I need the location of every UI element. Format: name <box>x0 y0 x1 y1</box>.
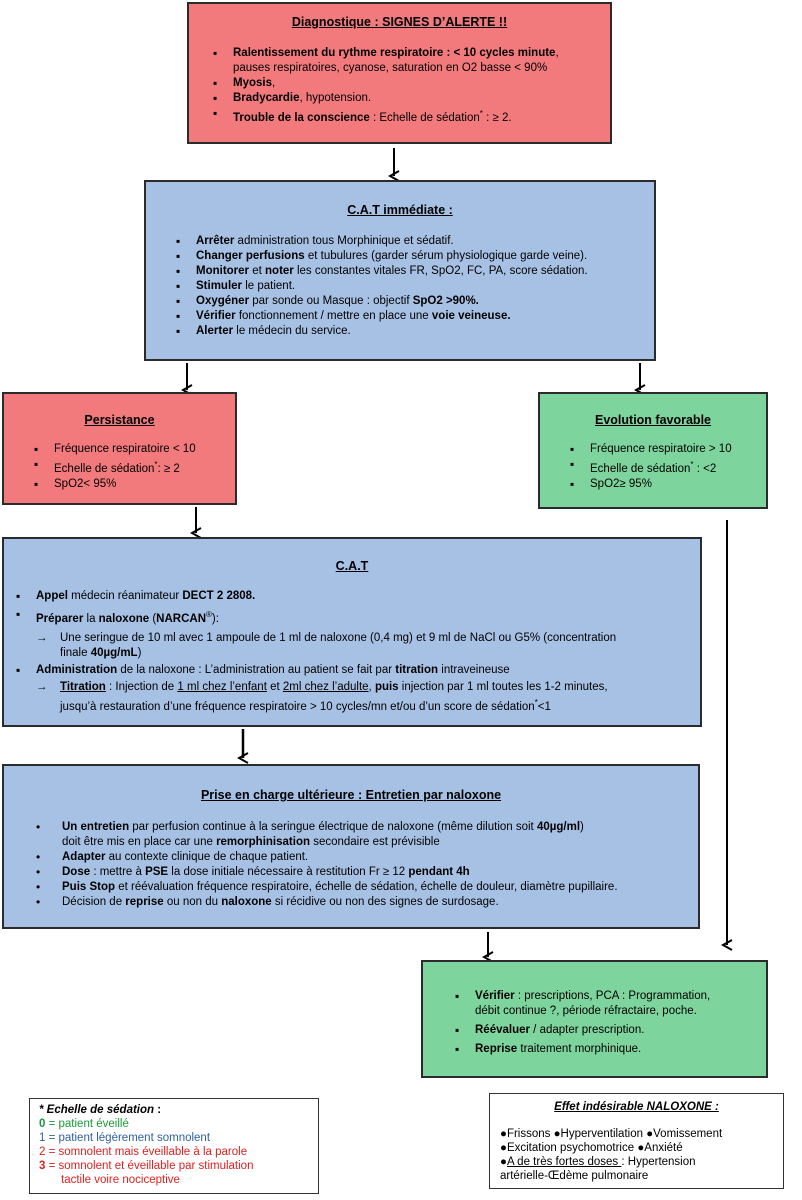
persistance-box <box>2 392 237 505</box>
sedation-level-0: 0 = patient éveillé <box>39 1118 129 1130</box>
persistance-item: ▪ SpO2< 95% <box>54 477 235 492</box>
sedation-level-1: 1 = patient légèrement somnolent <box>39 1132 211 1144</box>
evolution-title: Evolution favorable <box>595 413 711 427</box>
cat-immediate-item: ▪ Monitorer et noter les constantes vitales FR, SpO2, FC, PA, score sédation. <box>196 264 654 279</box>
cat-item: ▪ Préparer la naloxone (NARCAN®): <box>36 607 700 627</box>
verifier-item: ▪ Reprise traitement morphinique. <box>475 1042 766 1057</box>
naloxone-legend-line: artérielle-Œdème pulmonaire <box>500 1170 649 1182</box>
cat-immediate-box <box>144 180 656 361</box>
prise-en-charge-title: Prise en charge ultérieure : Entretien par naloxone <box>200 788 502 802</box>
evolution-box <box>538 392 768 509</box>
evolution-item: ▪ Echelle de sédation* : <2 <box>590 457 766 477</box>
cat-immediate-item: ▪ Vérifier fonctionnement / mettre en place une voie veineuse. <box>196 309 654 324</box>
cat-item: ▪ Administration de la naloxone : L’administration au patient se fait par titration intraveineuse <box>36 663 510 678</box>
evolution-item: ▪ SpO2≥ 95% <box>590 477 766 492</box>
cat-title: C.A.T <box>335 559 369 573</box>
cat-box <box>2 537 702 727</box>
cat-list-2 <box>36 663 510 678</box>
prise-en-charge-list <box>62 820 698 910</box>
cat-immediate-title: C.A.T immédiate : <box>347 203 453 217</box>
verifier-item: ▪ Vérifier : prescriptions, PCA : Programmation, débit continue ?, période réfractaire, poche. <box>475 989 766 1019</box>
evolution-list <box>590 442 766 492</box>
cat-immediate-item: ▪ Alerter le médecin du service. <box>196 324 654 339</box>
prise-item: • Décision de reprise ou non du naloxone si récidive ou non des signes de surdosage. <box>62 895 698 910</box>
naloxone-legend-line: ●Frissons ●Hyperventilation ●Vomissement <box>500 1128 723 1140</box>
prise-item: • Puis Stop et réévaluation fréquence respiratoire, échelle de sédation, échelle de douleur, diamètre pupillaire. <box>62 880 698 895</box>
cat-immediate-item: ▪ Oxygéner par sonde ou Masque : objectif SpO2 >90%. <box>196 294 654 309</box>
sedation-level-2: 2 = somnolent mais éveillable à la parole <box>39 1146 248 1158</box>
evolution-item: ▪ Fréquence respiratoire > 10 <box>590 442 766 457</box>
right-arrow-icon: → <box>36 681 48 693</box>
cat-item: ▪ Appel médecin réanimateur DECT 2 2808. <box>36 589 700 604</box>
persistance-list <box>54 442 235 492</box>
diagnostic-item: ▪ Myosis, <box>233 76 610 91</box>
prise-item: • Dose : mettre à PSE la dose initiale nécessaire à restitution Fr ≥ 12 pendant 4h <box>62 865 698 880</box>
cat-immediate-item: ▪ Arrêter administration tous Morphinique et sédatif. <box>196 234 654 249</box>
sedation-scale-title: * Echelle de sédation : <box>39 1104 162 1116</box>
cat-immediate-item: ▪ Stimuler le patient. <box>196 279 654 294</box>
diagnostic-item: ▪ Bradycardie, hypotension. <box>233 91 610 106</box>
diagnostic-box <box>187 2 612 144</box>
diagnostic-item: ▪ Ralentissement du rythme respiratoire : < 10 cycles minute, pauses respiratoires, cyanose, saturation en O2 basse < 90% <box>233 46 610 76</box>
sedation-scale-legend <box>29 1098 319 1194</box>
verifier-box <box>421 960 768 1078</box>
verifier-item: ▪ Réévaluer / adapter prescription. <box>475 1023 766 1038</box>
cat-subitem: → Une seringue de 10 ml avec 1 ampoule de 1 ml de naloxone (0,4 mg) et 9 ml de NaCl ou G5% (concentration finale 40µg/mL) <box>36 632 617 659</box>
prise-item: • Un entretien par perfusion continue à la seringue électrique de naloxone (même dilution soit 40µg/ml) doit être mis en place car une remorphinisation secondaire est prévisible <box>62 820 698 850</box>
persistance-title: Persistance <box>84 413 155 427</box>
cat-list <box>36 589 700 627</box>
prise-en-charge-box <box>2 764 700 929</box>
sedation-level-3: 3 = somnolent et éveillable par stimulation tactile voire nociceptive <box>39 1160 254 1186</box>
naloxone-legend-line: ●Excitation psychomotrice ●Anxiété <box>500 1142 683 1154</box>
cat-immediate-list <box>196 234 654 339</box>
naloxone-legend-line: ●A de très fortes doses : Hypertension <box>500 1156 696 1168</box>
diagnostic-list <box>233 46 610 126</box>
verifier-list <box>475 989 766 1057</box>
naloxone-legend-title: Effet indésirable NALOXONE : <box>554 1101 719 1113</box>
diagnostic-item: ▪ Trouble de la conscience : Echelle de sédation* : ≥ 2. <box>233 106 610 126</box>
cat-subitem: → Titration : Injection de 1 ml chez l’enfant et 2ml chez l’adulte, puis injection par 1 ml toutes les 1-2 minutes, jusqu’à restauration d’une fréquence respiratoire > 10 cycles/mn et/ou d’un score de sédation*<1 <box>36 681 608 713</box>
persistance-item: ▪ Echelle de sédation*: ≥ 2 <box>54 457 235 477</box>
diagnostic-title: Diagnostique : SIGNES D’ALERTE !! <box>291 15 508 29</box>
right-arrow-icon: → <box>36 632 48 644</box>
prise-item: • Adapter au contexte clinique de chaque patient. <box>62 850 698 865</box>
cat-immediate-item: ▪ Changer perfusions et tubulures (garder sérum physiologique garde veine). <box>196 249 654 264</box>
persistance-item: ▪ Fréquence respiratoire < 10 <box>54 442 235 457</box>
naloxone-side-effects-legend <box>489 1093 784 1189</box>
